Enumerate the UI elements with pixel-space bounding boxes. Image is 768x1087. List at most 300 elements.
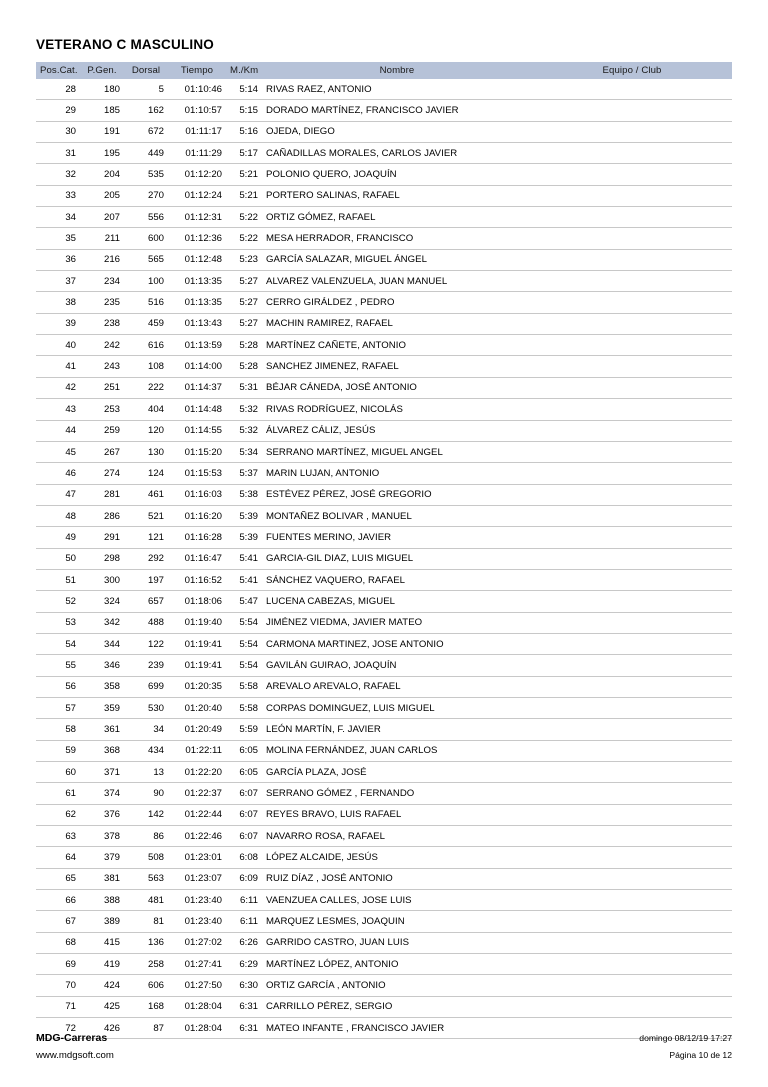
cell-tiempo: 01:11:17 [168,121,226,142]
cell-m-km: 5:39 [226,527,262,548]
cell-nombre: DORADO MARTÍNEZ, FRANCISCO JAVIER [262,100,532,121]
table-row [36,996,732,1017]
cell-tiempo: 01:22:44 [168,804,226,825]
cell-equipo [532,719,732,740]
cell-dorsal: 121 [124,527,168,548]
cell-p-gen: 238 [80,313,124,334]
cell-tiempo: 01:15:53 [168,463,226,484]
cell-p-gen: 415 [80,932,124,953]
cell-pos-cat: 70 [36,975,80,996]
cell-nombre: MARTÍNEZ LÓPEZ, ANTONIO [262,954,532,975]
cell-pos-cat: 57 [36,697,80,718]
cell-m-km: 6:07 [226,804,262,825]
cell-pos-cat: 48 [36,505,80,526]
table-row [36,975,732,996]
cell-dorsal: 449 [124,143,168,164]
cell-p-gen: 374 [80,783,124,804]
cell-p-gen: 274 [80,463,124,484]
table-row [36,612,732,633]
table-row [36,697,732,718]
cell-m-km: 6:05 [226,740,262,761]
cell-equipo [532,143,732,164]
cell-tiempo: 01:16:52 [168,569,226,590]
cell-dorsal: 488 [124,612,168,633]
cell-p-gen: 358 [80,676,124,697]
cell-equipo [532,505,732,526]
cell-m-km: 5:21 [226,185,262,206]
table-row [36,676,732,697]
cell-nombre: RIVAS RODRÍGUEZ, NICOLÁS [262,399,532,420]
cell-pos-cat: 72 [36,1018,80,1039]
cell-tiempo: 01:16:20 [168,505,226,526]
cell-equipo [532,313,732,334]
cell-equipo [532,100,732,121]
cell-pos-cat: 62 [36,804,80,825]
cell-equipo [532,271,732,292]
cell-equipo [532,292,732,313]
cell-equipo [532,697,732,718]
cell-m-km: 6:07 [226,783,262,804]
cell-nombre: GARCÍA SALAZAR, MIGUEL ÁNGEL [262,249,532,270]
cell-nombre: NAVARRO ROSA, RAFAEL [262,826,532,847]
cell-equipo [532,612,732,633]
table-row [36,826,732,847]
cell-p-gen: 342 [80,612,124,633]
cell-equipo [532,463,732,484]
table-row [36,207,732,228]
cell-p-gen: 205 [80,185,124,206]
cell-tiempo: 01:19:40 [168,612,226,633]
cell-p-gen: 243 [80,356,124,377]
cell-dorsal: 100 [124,271,168,292]
cell-dorsal: 461 [124,484,168,505]
cell-p-gen: 424 [80,975,124,996]
cell-pos-cat: 59 [36,740,80,761]
cell-p-gen: 291 [80,527,124,548]
column-header-nombre: Nombre [262,62,532,79]
cell-tiempo: 01:23:01 [168,847,226,868]
cell-p-gen: 300 [80,569,124,590]
cell-p-gen: 207 [80,207,124,228]
cell-dorsal: 120 [124,420,168,441]
cell-p-gen: 368 [80,740,124,761]
cell-m-km: 5:22 [226,228,262,249]
cell-dorsal: 34 [124,719,168,740]
cell-nombre: CERRO GIRÁLDEZ , PEDRO [262,292,532,313]
cell-p-gen: 371 [80,762,124,783]
cell-nombre: FUENTES MERINO, JAVIER [262,527,532,548]
cell-m-km: 6:08 [226,847,262,868]
cell-dorsal: 508 [124,847,168,868]
cell-nombre: SERRANO GÓMEZ , FERNANDO [262,783,532,804]
table-row [36,164,732,185]
cell-pos-cat: 55 [36,655,80,676]
cell-pos-cat: 39 [36,313,80,334]
cell-pos-cat: 37 [36,271,80,292]
cell-dorsal: 530 [124,697,168,718]
cell-pos-cat: 68 [36,932,80,953]
cell-m-km: 5:37 [226,463,262,484]
cell-tiempo: 01:14:00 [168,356,226,377]
cell-nombre: MACHIN RAMIREZ, RAFAEL [262,313,532,334]
cell-pos-cat: 43 [36,399,80,420]
cell-dorsal: 142 [124,804,168,825]
cell-dorsal: 130 [124,441,168,462]
cell-dorsal: 270 [124,185,168,206]
cell-m-km: 6:31 [226,996,262,1017]
cell-nombre: OJEDA, DIEGO [262,121,532,142]
table-row [36,932,732,953]
cell-tiempo: 01:22:37 [168,783,226,804]
table-row [36,719,732,740]
cell-tiempo: 01:12:48 [168,249,226,270]
cell-m-km: 6:29 [226,954,262,975]
cell-pos-cat: 34 [36,207,80,228]
cell-nombre: MARIN LUJAN, ANTONIO [262,463,532,484]
cell-equipo [532,591,732,612]
cell-nombre: GARCÍA PLAZA, JOSÉ [262,762,532,783]
cell-nombre: VAENZUEA CALLES, JOSE LUIS [262,890,532,911]
table-row [36,762,732,783]
table-row [36,249,732,270]
table-row [36,569,732,590]
cell-nombre: PORTERO SALINAS, RAFAEL [262,185,532,206]
cell-p-gen: 359 [80,697,124,718]
cell-equipo [532,975,732,996]
cell-m-km: 5:27 [226,271,262,292]
cell-tiempo: 01:18:06 [168,591,226,612]
cell-dorsal: 657 [124,591,168,612]
cell-equipo [532,954,732,975]
table-row [36,377,732,398]
cell-equipo [532,932,732,953]
cell-nombre: CARRILLO PÉREZ, SERGIO [262,996,532,1017]
table-row [36,313,732,334]
cell-p-gen: 235 [80,292,124,313]
cell-tiempo: 01:11:29 [168,143,226,164]
cell-m-km: 5:23 [226,249,262,270]
cell-pos-cat: 67 [36,911,80,932]
cell-dorsal: 672 [124,121,168,142]
cell-m-km: 5:59 [226,719,262,740]
cell-pos-cat: 56 [36,676,80,697]
cell-m-km: 5:15 [226,100,262,121]
cell-m-km: 5:32 [226,399,262,420]
cell-pos-cat: 53 [36,612,80,633]
cell-m-km: 5:22 [226,207,262,228]
cell-pos-cat: 60 [36,762,80,783]
cell-pos-cat: 38 [36,292,80,313]
table-header [36,62,732,79]
cell-tiempo: 01:14:48 [168,399,226,420]
cell-pos-cat: 52 [36,591,80,612]
table-row [36,271,732,292]
cell-m-km: 6:09 [226,868,262,889]
table-row [36,954,732,975]
cell-dorsal: 162 [124,100,168,121]
cell-tiempo: 01:10:57 [168,100,226,121]
cell-m-km: 6:11 [226,890,262,911]
table-row [36,484,732,505]
cell-equipo [532,249,732,270]
cell-p-gen: 381 [80,868,124,889]
cell-pos-cat: 31 [36,143,80,164]
page-footer [36,1032,732,1061]
cell-p-gen: 251 [80,377,124,398]
table-row [36,633,732,654]
cell-nombre: ESTÉVEZ PÉREZ, JOSÉ GREGORIO [262,484,532,505]
cell-dorsal: 563 [124,868,168,889]
cell-dorsal: 699 [124,676,168,697]
cell-m-km: 5:14 [226,79,262,100]
cell-equipo [532,804,732,825]
cell-equipo [532,826,732,847]
cell-nombre: AREVALO AREVALO, RAFAEL [262,676,532,697]
cell-p-gen: 281 [80,484,124,505]
column-header-p-gen: P.Gen. [80,62,124,79]
cell-tiempo: 01:22:20 [168,762,226,783]
cell-equipo [532,655,732,676]
cell-nombre: SERRANO MARTÍNEZ, MIGUEL ANGEL [262,441,532,462]
table-row [36,890,732,911]
table-row [36,783,732,804]
table-row [36,740,732,761]
cell-m-km: 5:32 [226,420,262,441]
cell-nombre: MATEO INFANTE , FRANCISCO JAVIER [262,1018,532,1039]
page-title: VETERANO C MASCULINO [36,37,215,52]
table-row [36,591,732,612]
cell-m-km: 5:21 [226,164,262,185]
cell-equipo [532,527,732,548]
cell-tiempo: 01:27:50 [168,975,226,996]
cell-m-km: 5:27 [226,292,262,313]
cell-p-gen: 376 [80,804,124,825]
cell-tiempo: 01:28:04 [168,1018,226,1039]
cell-m-km: 5:41 [226,569,262,590]
cell-pos-cat: 50 [36,548,80,569]
cell-equipo [532,164,732,185]
cell-dorsal: 616 [124,335,168,356]
cell-m-km: 6:26 [226,932,262,953]
table-row [36,463,732,484]
cell-nombre: GAVILÁN GUIRAO, JOAQUÍN [262,655,532,676]
cell-p-gen: 361 [80,719,124,740]
cell-p-gen: 346 [80,655,124,676]
cell-m-km: 5:17 [226,143,262,164]
cell-p-gen: 379 [80,847,124,868]
cell-pos-cat: 45 [36,441,80,462]
cell-dorsal: 521 [124,505,168,526]
cell-tiempo: 01:10:46 [168,79,226,100]
cell-nombre: JIMÉNEZ VIEDMA, JAVIER MATEO [262,612,532,633]
cell-m-km: 5:54 [226,633,262,654]
table-row [36,655,732,676]
cell-tiempo: 01:22:11 [168,740,226,761]
cell-nombre: ALVAREZ VALENZUELA, JUAN MANUEL [262,271,532,292]
cell-p-gen: 259 [80,420,124,441]
cell-tiempo: 01:19:41 [168,655,226,676]
cell-nombre: GARRIDO CASTRO, JUAN LUIS [262,932,532,953]
cell-equipo [532,484,732,505]
cell-pos-cat: 30 [36,121,80,142]
column-header-tiempo: Tiempo [168,62,226,79]
cell-nombre: LUCENA CABEZAS, MIGUEL [262,591,532,612]
cell-pos-cat: 33 [36,185,80,206]
cell-m-km: 6:31 [226,1018,262,1039]
cell-p-gen: 388 [80,890,124,911]
cell-pos-cat: 28 [36,79,80,100]
cell-tiempo: 01:27:02 [168,932,226,953]
cell-tiempo: 01:22:46 [168,826,226,847]
table-row [36,548,732,569]
cell-p-gen: 242 [80,335,124,356]
cell-m-km: 5:31 [226,377,262,398]
cell-nombre: ORTIZ GÓMEZ, RAFAEL [262,207,532,228]
cell-equipo [532,996,732,1017]
cell-tiempo: 01:20:49 [168,719,226,740]
cell-p-gen: 253 [80,399,124,420]
cell-tiempo: 01:20:40 [168,697,226,718]
cell-pos-cat: 35 [36,228,80,249]
cell-pos-cat: 65 [36,868,80,889]
cell-equipo [532,890,732,911]
cell-p-gen: 419 [80,954,124,975]
cell-m-km: 5:39 [226,505,262,526]
cell-tiempo: 01:14:55 [168,420,226,441]
cell-m-km: 5:54 [226,612,262,633]
cell-pos-cat: 32 [36,164,80,185]
cell-dorsal: 434 [124,740,168,761]
cell-pos-cat: 49 [36,527,80,548]
cell-nombre: RUIZ DÍAZ , JOSÉ ANTONIO [262,868,532,889]
cell-p-gen: 286 [80,505,124,526]
cell-p-gen: 216 [80,249,124,270]
cell-dorsal: 556 [124,207,168,228]
cell-equipo [532,185,732,206]
cell-nombre: ÁLVAREZ CÁLIZ, JESÚS [262,420,532,441]
table-body [36,79,732,1039]
cell-pos-cat: 40 [36,335,80,356]
cell-m-km: 5:16 [226,121,262,142]
table-row [36,847,732,868]
column-header-pos-cat: Pos.Cat. [36,62,80,79]
cell-dorsal: 459 [124,313,168,334]
table-row [36,868,732,889]
cell-dorsal: 606 [124,975,168,996]
cell-tiempo: 01:20:35 [168,676,226,697]
cell-equipo [532,207,732,228]
cell-equipo [532,377,732,398]
cell-nombre: CARMONA MARTINEZ, JOSE ANTONIO [262,633,532,654]
cell-dorsal: 81 [124,911,168,932]
cell-nombre: CORPAS DOMINGUEZ, LUIS MIGUEL [262,697,532,718]
cell-equipo [532,420,732,441]
cell-pos-cat: 47 [36,484,80,505]
footer-top-row [36,1032,732,1044]
cell-dorsal: 90 [124,783,168,804]
cell-dorsal: 122 [124,633,168,654]
cell-pos-cat: 36 [36,249,80,270]
cell-equipo [532,548,732,569]
cell-nombre: MOLINA FERNÁNDEZ, JUAN CARLOS [262,740,532,761]
cell-tiempo: 01:12:20 [168,164,226,185]
cell-dorsal: 87 [124,1018,168,1039]
cell-nombre: MESA HERRADOR, FRANCISCO [262,228,532,249]
cell-m-km: 5:54 [226,655,262,676]
cell-tiempo: 01:13:43 [168,313,226,334]
cell-tiempo: 01:16:03 [168,484,226,505]
table-row [36,399,732,420]
cell-nombre: ORTIZ GARCÍA , ANTONIO [262,975,532,996]
cell-m-km: 6:30 [226,975,262,996]
cell-tiempo: 01:16:47 [168,548,226,569]
cell-tiempo: 01:16:28 [168,527,226,548]
table-row [36,441,732,462]
cell-pos-cat: 46 [36,463,80,484]
cell-nombre: RIVAS RAEZ, ANTONIO [262,79,532,100]
cell-tiempo: 01:23:40 [168,911,226,932]
cell-m-km: 5:28 [226,335,262,356]
cell-equipo [532,228,732,249]
cell-tiempo: 01:12:31 [168,207,226,228]
cell-equipo [532,356,732,377]
cell-p-gen: 324 [80,591,124,612]
cell-equipo [532,676,732,697]
cell-p-gen: 378 [80,826,124,847]
cell-m-km: 5:58 [226,676,262,697]
cell-tiempo: 01:14:37 [168,377,226,398]
cell-dorsal: 481 [124,890,168,911]
cell-p-gen: 180 [80,79,124,100]
cell-nombre: LÓPEZ ALCAIDE, JESÚS [262,847,532,868]
cell-nombre: MARTÍNEZ CAÑETE, ANTONIO [262,335,532,356]
cell-dorsal: 258 [124,954,168,975]
cell-pos-cat: 69 [36,954,80,975]
cell-pos-cat: 41 [36,356,80,377]
cell-nombre: SANCHEZ JIMENEZ, RAFAEL [262,356,532,377]
cell-dorsal: 535 [124,164,168,185]
cell-tiempo: 01:13:35 [168,292,226,313]
table-header-row [36,62,732,79]
cell-dorsal: 5 [124,79,168,100]
footer-timestamp: domingo 08/12/19 17:27 [639,1033,732,1043]
cell-m-km: 5:41 [226,548,262,569]
cell-equipo [532,762,732,783]
cell-m-km: 5:47 [226,591,262,612]
table-row [36,804,732,825]
table-row [36,505,732,526]
column-header-equipo: Equipo / Club [532,62,732,79]
cell-tiempo: 01:15:20 [168,441,226,462]
cell-dorsal: 222 [124,377,168,398]
cell-p-gen: 191 [80,121,124,142]
cell-equipo [532,911,732,932]
cell-p-gen: 425 [80,996,124,1017]
table-row [36,185,732,206]
cell-equipo [532,335,732,356]
cell-nombre: POLONIO QUERO, JOAQUÍN [262,164,532,185]
cell-m-km: 5:28 [226,356,262,377]
cell-p-gen: 267 [80,441,124,462]
cell-pos-cat: 29 [36,100,80,121]
cell-equipo [532,121,732,142]
cell-nombre: LEÓN MARTÍN, F. JAVIER [262,719,532,740]
cell-pos-cat: 64 [36,847,80,868]
cell-equipo [532,783,732,804]
cell-dorsal: 168 [124,996,168,1017]
cell-p-gen: 298 [80,548,124,569]
cell-dorsal: 136 [124,932,168,953]
